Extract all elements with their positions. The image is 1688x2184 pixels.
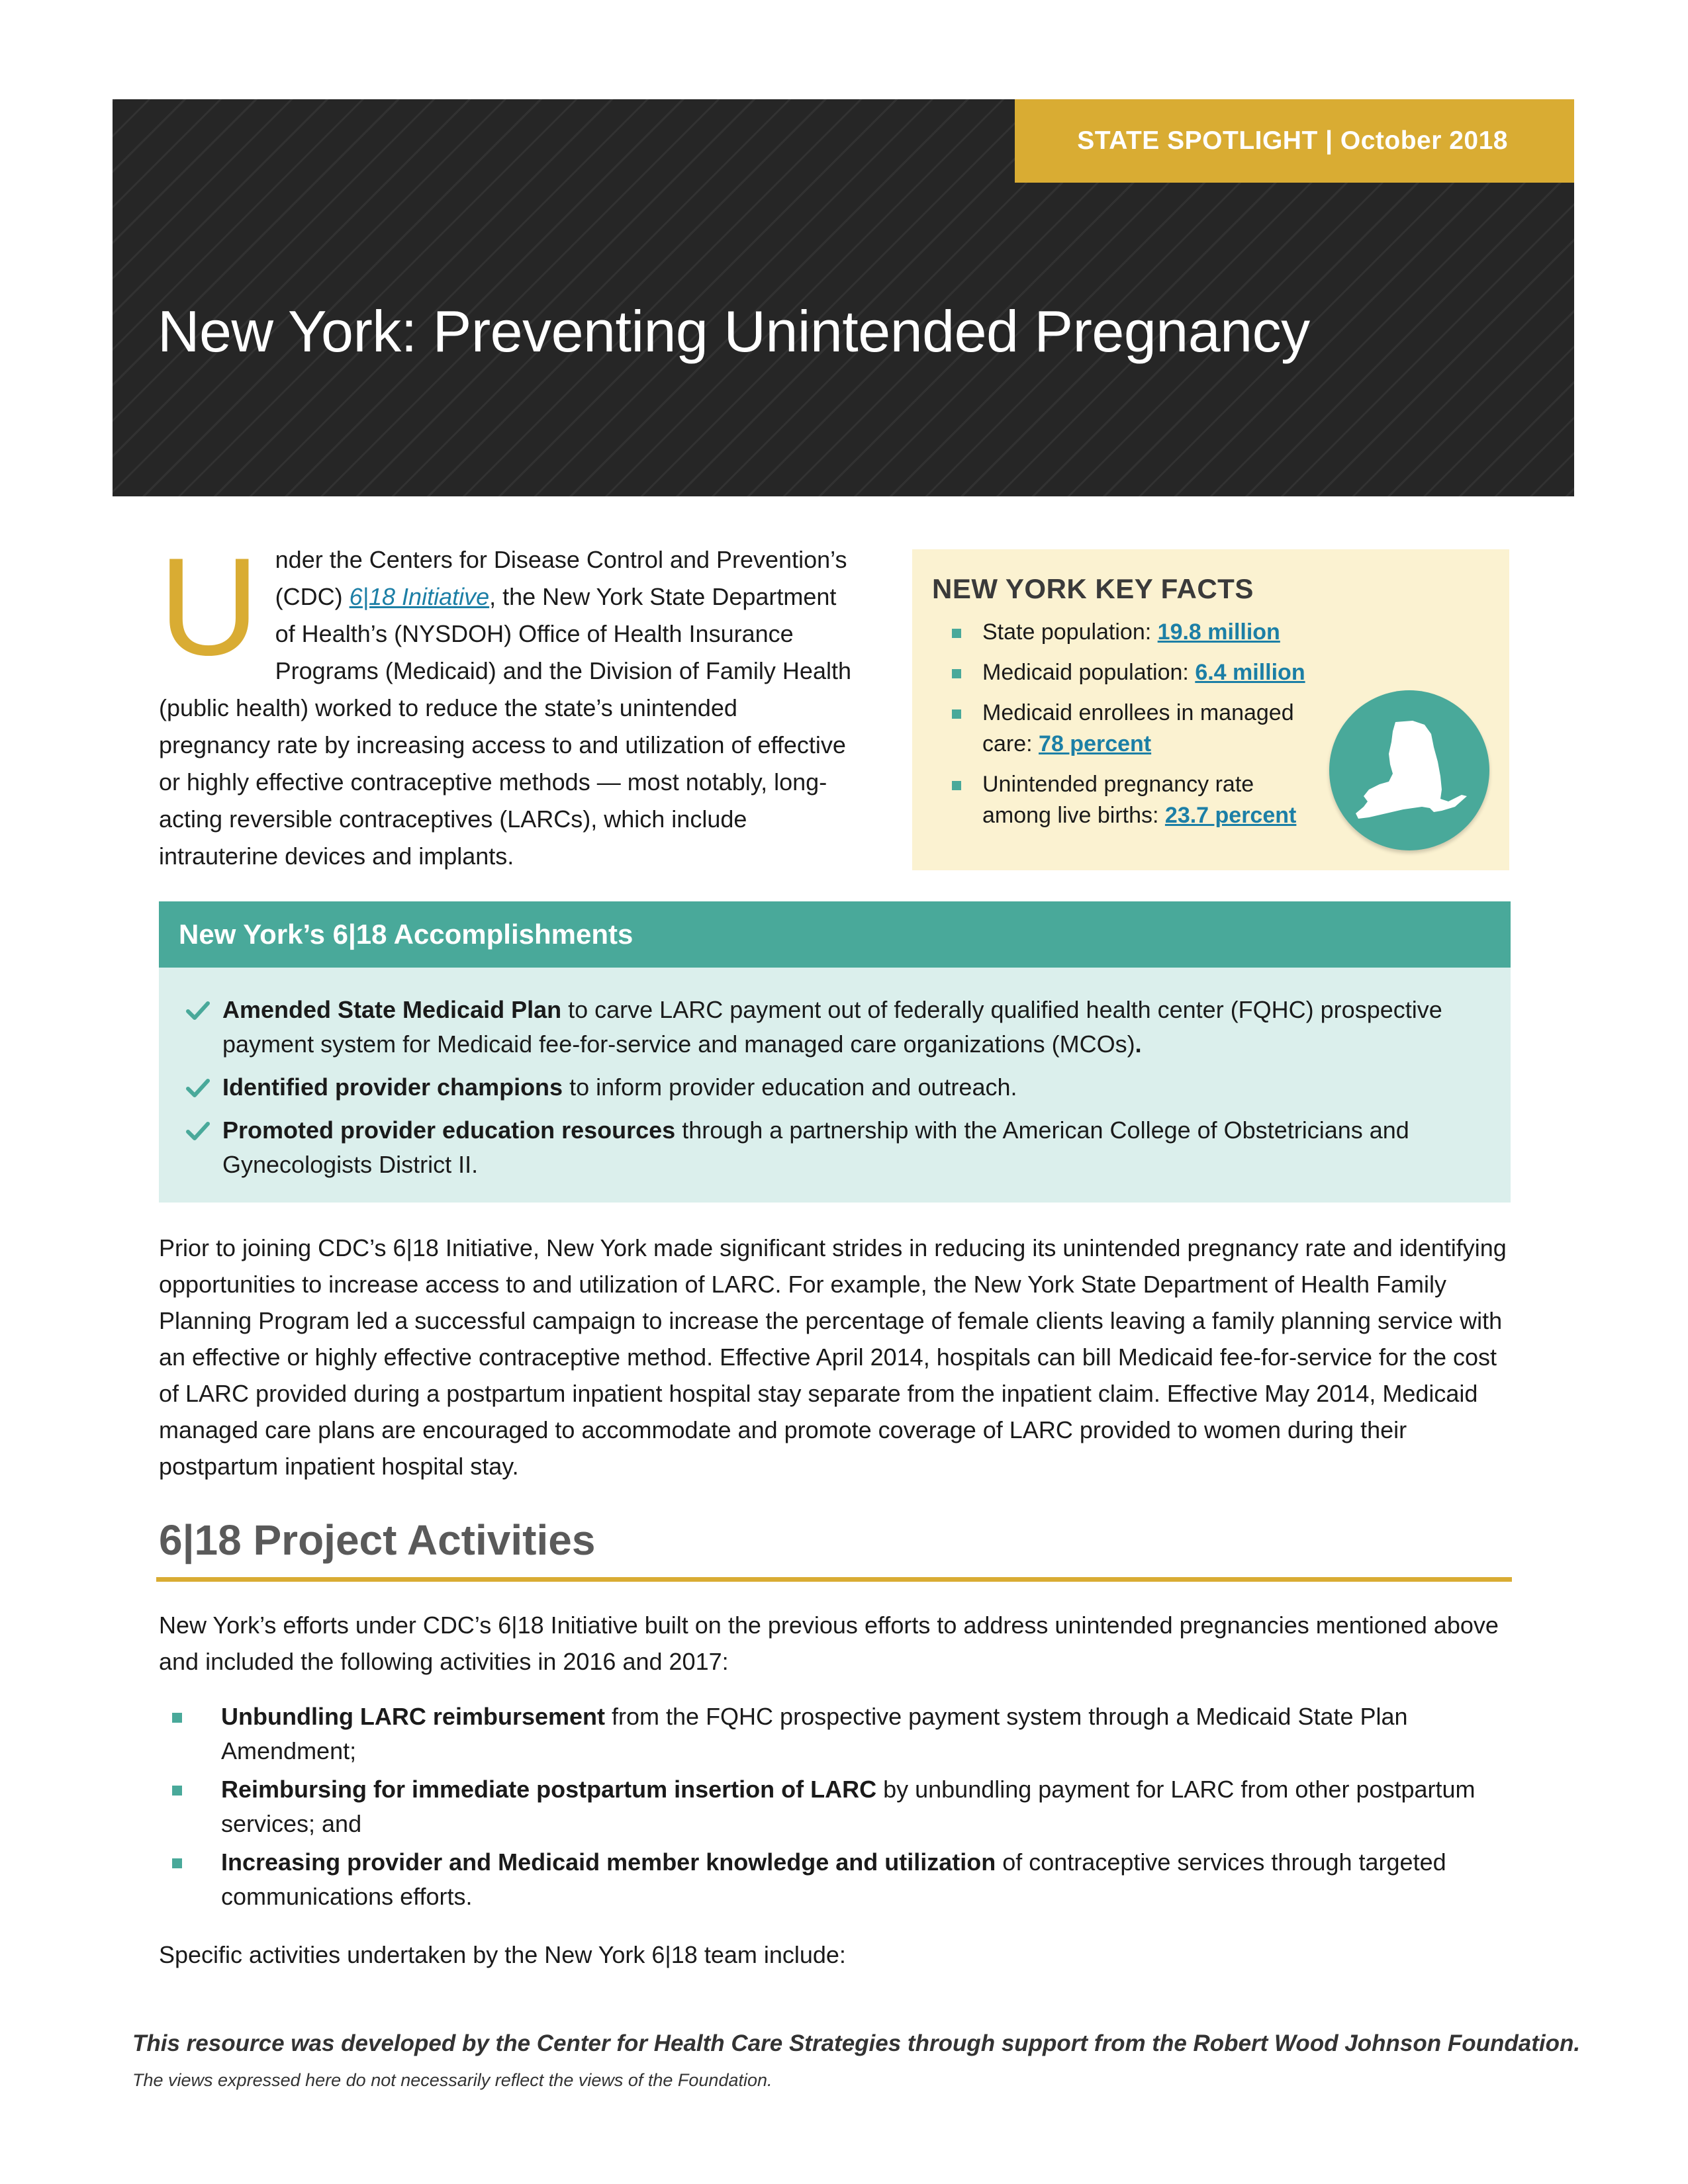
activity-bold: Reimbursing for immediate postpartum insertion of LARC: [221, 1776, 877, 1803]
key-fact-label: State population:: [982, 619, 1158, 645]
bullet-square-icon: [172, 1786, 182, 1796]
new-york-map-badge: [1329, 690, 1489, 850]
header-banner: [113, 99, 1574, 496]
accomplishment-item: [159, 1070, 1471, 1105]
footer-credit: This resource was developed by the Center for Health Care Strategies through support from the Robert Wood Johnson Foundation.: [132, 2030, 1581, 2056]
bullet-square-icon: [952, 669, 961, 678]
activity-text: of contraceptive services through targeted communications efforts.: [221, 1848, 1446, 1910]
prior-paragraph: Prior to joining CDC’s 6|18 Initiative, New York made significant strides in reducing its unintended pregnancy rate and identifying opportunities to increase access to and utilization of LARC. For example, the New York State Department of Health Family Planning Program led a successful campaign to increase the percentage of female clients leaving a family planning service with an effective or highly effective contraceptive method. Effective April 2014, hospitals can bill Medicaid fee-for-service for the cost of LARC provided during a postpartum inpatient hospital stay separate from the inpatient claim. Effective May 2014, Medicaid managed care plans are encouraged to accommodate and promote coverage of LARC provided to women during their postpartum inpatient hospital stay.: [159, 1234, 1507, 1480]
key-fact-value-link[interactable]: 19.8 million: [1157, 619, 1280, 645]
intro-text-end: , the New York State Department of Health’s (NYSDOH) Office of Health Insurance Programs (Medicaid) and the Division of Family Health (public health) worked to reduce the state’s unintended pregnancy rate by increasing access to and utilization of effective or highly effective contraceptive methods — most notably, long-acting reversible contraceptives (LARCs), which include intrauterine devices and implants.: [159, 583, 851, 870]
section-heading: 6|18 Project Activities: [159, 1516, 596, 1564]
accomplishment-text: to carve LARC payment out of federally qualified health center (FQHC) prospective payment system for Medicaid fee-for-service and managed care organizations (MCOs): [222, 996, 1442, 1058]
bullet-square-icon: [172, 1713, 182, 1723]
accomplishment-text: through a partnership with the American College of Obstetricians and Gynecologists District II.: [222, 1116, 1409, 1178]
accomplishment-bold: Promoted provider education resources: [222, 1116, 676, 1144]
activity-item: [159, 1700, 1516, 1768]
section-divider: [156, 1577, 1512, 1582]
key-fact-value-link[interactable]: 23.7 percent: [1164, 803, 1297, 828]
accomplishment-bold: Identified provider champions: [222, 1073, 563, 1101]
state-spotlight-tag: STATE SPOTLIGHT | October 2018: [1015, 99, 1574, 183]
accomplishment-item: [159, 1113, 1471, 1182]
key-fact-value-link[interactable]: 78 percent: [1039, 731, 1152, 756]
checkmark-icon: [185, 1075, 211, 1101]
activity-bold: Increasing provider and Medicaid member knowledge and utilization: [221, 1848, 996, 1876]
activity-item: [159, 1772, 1516, 1841]
new-york-state-map-icon: [1349, 718, 1470, 823]
drop-cap: U: [159, 529, 259, 684]
activities-list: [159, 1700, 1516, 1918]
checkmark-icon: [185, 998, 211, 1023]
accomplishment-text: to inform provider education and outreach.: [563, 1073, 1017, 1101]
key-fact-item: [932, 657, 1353, 688]
intro-text-start: nder the Centers for Disease Control and Prevention’s (CDC): [275, 546, 847, 610]
project-intro: New York’s efforts under CDC’s 6|18 Initiative built on the previous efforts to address unintended pregnancies mentioned above and included the following activities in 2016 and 2017:: [159, 1612, 1499, 1675]
bullet-square-icon: [952, 781, 961, 790]
key-fact-item: [932, 698, 1327, 760]
key-facts-heading: NEW YORK KEY FACTS: [932, 573, 1254, 604]
intro-paragraph: [159, 529, 854, 875]
accomplishment-bold: Amended State Medicaid Plan: [222, 996, 562, 1023]
bullet-square-icon: [952, 629, 961, 638]
activity-text: from the FQHC prospective payment system through a Medicaid State Plan Amendment;: [221, 1703, 1408, 1764]
bullet-square-icon: [952, 709, 961, 719]
accomplishments-heading: New York’s 6|18 Accomplishments: [159, 901, 1511, 968]
bullet-square-icon: [172, 1858, 182, 1868]
footer-disclaimer: The views expressed here do not necessarily reflect the views of the Foundation.: [132, 2070, 773, 2090]
key-fact-item: [932, 769, 1327, 831]
accomplishment-item: [159, 993, 1471, 1062]
initiative-link[interactable]: 6|18 Initiative: [349, 583, 490, 610]
accomplishment-end: .: [1135, 1030, 1142, 1058]
page-title: New York: Preventing Unintended Pregnancy: [158, 298, 1310, 364]
closing-line: Specific activities undertaken by the New York 6|18 team include:: [159, 1941, 846, 1968]
activity-text: by unbundling payment for LARC from other postpartum services; and: [221, 1776, 1476, 1837]
key-fact-label: Medicaid population:: [982, 660, 1196, 685]
key-facts-box: [912, 549, 1509, 870]
activity-item: [159, 1845, 1516, 1914]
key-fact-value-link[interactable]: 6.4 million: [1195, 660, 1305, 685]
key-fact-item: [932, 617, 1353, 648]
key-fact-label: Unintended pregnancy rate among live births:: [982, 772, 1254, 828]
key-fact-label: Medicaid enrollees in managed care:: [982, 700, 1294, 756]
checkmark-icon: [185, 1118, 211, 1144]
accomplishments-box: [159, 968, 1511, 1203]
activity-bold: Unbundling LARC reimbursement: [221, 1703, 606, 1730]
